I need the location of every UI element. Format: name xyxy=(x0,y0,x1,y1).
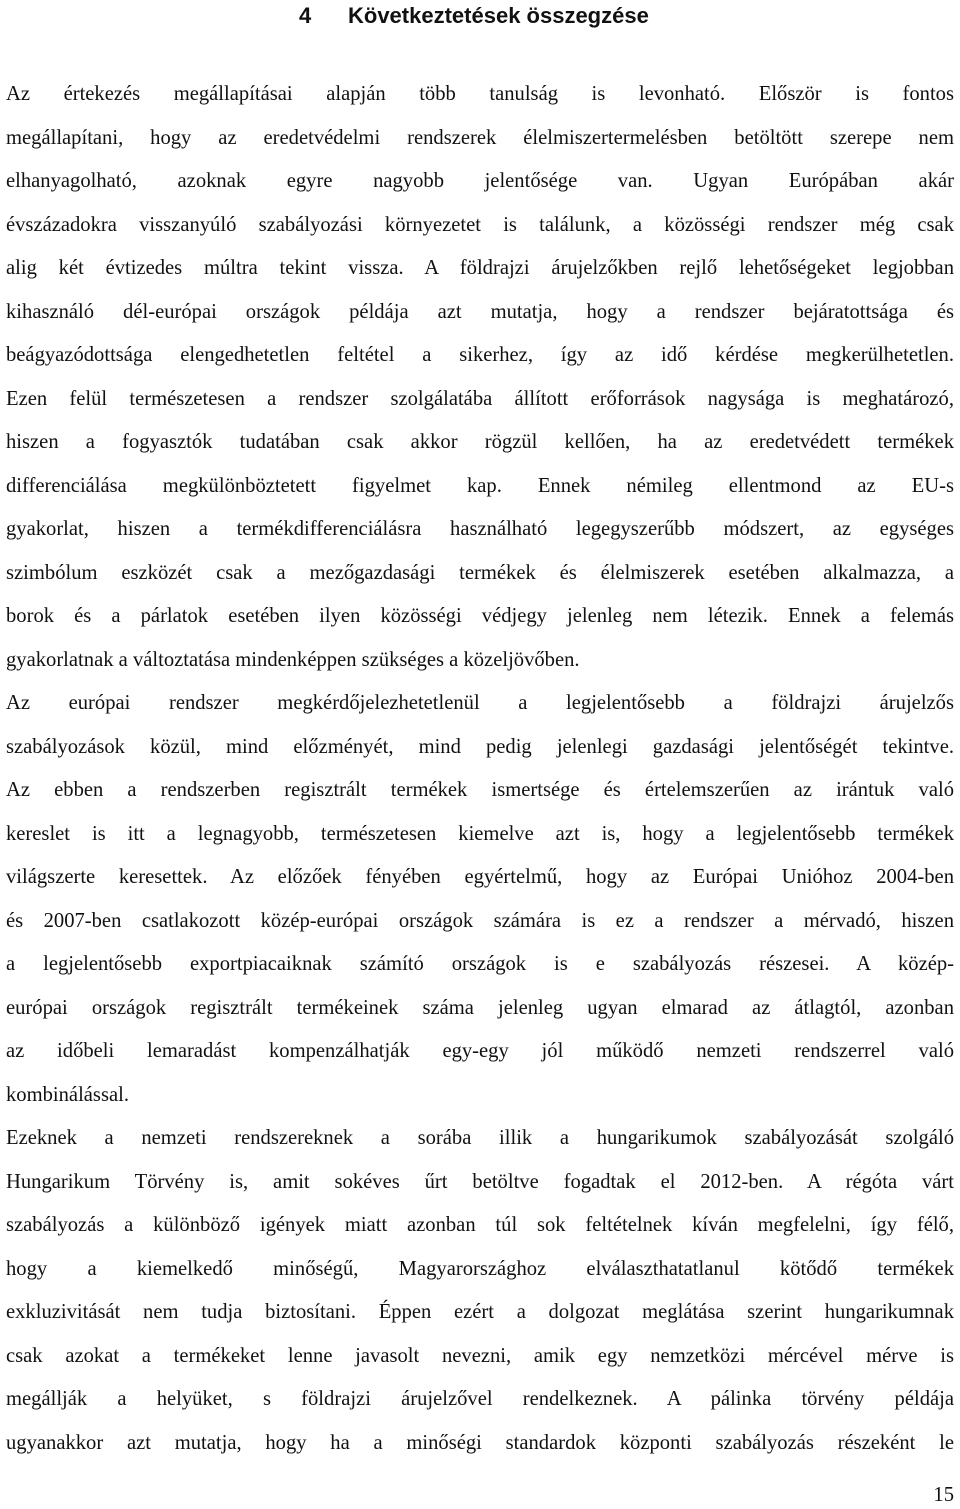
text-line: gyakorlatnak a változtatása mindenképpen szükséges a közeljövőben. xyxy=(6,648,580,671)
text-line: csak azokat a termékeket lenne javasolt nevezni, amik egy nemzetközi mércével mérve is xyxy=(6,1344,954,1367)
text-line: világszerte keresettek. Az előzőek fényében egyértelmű, hogy az Európai Unióhoz 2004-ben xyxy=(6,866,954,888)
text-line: kihasználó dél-európai országok példája azt mutatja, hogy a rendszer bejáratottsága és xyxy=(6,300,954,323)
text-line: Az ebben a rendszerben regisztrált termékek ismertsége és értelemszerűen az irántuk való xyxy=(6,779,954,801)
paragraph-3 xyxy=(6,1117,954,1465)
text-line: megállapítani, hogy az eredetvédelmi rendszerek élelmiszertermelésben betöltött szerepe nem xyxy=(6,126,954,149)
text-line: exkluzivitását nem tudja biztosítani. Éppen ezért a dolgozat meglátása szerint hungarikumnak xyxy=(6,1301,954,1323)
text-line: Ezeknek a nemzeti rendszereknek a sorába illik a hungarikumok szabályozását szolgáló xyxy=(6,1127,954,1149)
text-line: gyakorlat, hiszen a termékdifferenciálásra használható legegyszerűbb módszert, az egységes xyxy=(6,518,954,540)
paragraph-2 xyxy=(6,682,954,1117)
text-line: Ezen felül természetesen a rendszer szolgálatába állított erőforrások nagysága is meghatározó, xyxy=(6,387,954,410)
text-line: európai országok regisztrált termékeinek száma jelenleg ugyan elmarad az átlagtól, azonban xyxy=(6,996,954,1019)
text-line: elhanyagolható, azoknak egyre nagyobb jelentősége van. Ugyan Európában akár xyxy=(6,170,954,192)
text-line: hogy a kiemelkedő minőségű, Magyarországhoz elválaszthatatlanul kötődő termékek xyxy=(6,1257,954,1280)
text-line: beágyazódottsága elengedhetetlen feltétel a sikerhez, így az idő kérdése megkerülhetetlen. xyxy=(6,344,954,366)
text-line: hiszen a fogyasztók tudatában csak akkor rögzül kellően, ha az eredetvédett termékek xyxy=(6,431,954,453)
section-title: Következtetések összegzése xyxy=(348,3,649,28)
text-line: Az értekezés megállapításai alapján több tanulság is levonható. Először is fontos xyxy=(6,83,954,105)
text-line: kombinálással. xyxy=(6,1083,129,1106)
body-text xyxy=(6,73,954,1465)
text-line: szabályozások közül, mind előzményét, mind pedig jelenlegi gazdasági jelentőségét tekintve. xyxy=(6,735,954,758)
text-line: az időbeli lemaradást kompenzálhatják egy-egy jól működő nemzeti rendszerrel való xyxy=(6,1040,954,1062)
text-line: évszázadokra visszanyúló szabályozási környezetet is találunk, a közösségi rendszer még csak xyxy=(6,213,954,236)
text-line: szimbólum eszközét csak a mezőgazdasági termékek és élelmiszerek esetében alkalmazza, a xyxy=(6,561,954,584)
section-number: 4 xyxy=(299,3,312,28)
text-line: megállják a helyüket, s földrajzi árujelzővel rendelkeznek. A pálinka törvény példája xyxy=(6,1388,954,1410)
text-line: Hungarikum Törvény is, amit sokéves űrt betöltve fogadtak el 2012-ben. A régóta várt xyxy=(6,1170,954,1193)
page-number: 15 xyxy=(933,1484,954,1506)
text-line: és 2007-ben csatlakozott közép-európai országok számára is ez a rendszer a mérvadó, hiszen xyxy=(6,909,954,932)
text-line: ugyanakkor azt mutatja, hogy ha a minőségi standardok központi szabályozás részeként le xyxy=(6,1431,954,1454)
text-line: szabályozás a különböző igények miatt azonban túl sok feltételnek kíván megfelelni, így félő, xyxy=(6,1214,954,1236)
section-heading xyxy=(0,0,960,32)
text-line: differenciálása megkülönböztetett figyelmet kap. Ennek némileg ellentmond az EU-s xyxy=(6,474,954,497)
paragraph-1 xyxy=(6,73,954,682)
text-line: Az európai rendszer megkérdőjelezhetetlenül a legjelentősebb a földrajzi árujelzős xyxy=(6,692,954,714)
text-line: alig két évtizedes múltra tekint vissza. A földrajzi árujelzőkben rejlő lehetőségeket legjobban xyxy=(6,257,954,279)
text-line: borok és a párlatok esetében ilyen közösségi védjegy jelenleg nem létezik. Ennek a felemás xyxy=(6,605,954,627)
text-line: kereslet is itt a legnagyobb, természetesen kiemelve azt is, hogy a legjelentősebb termékek xyxy=(6,822,954,845)
text-line: a legjelentősebb exportpiacaiknak számító országok is e szabályozás részesei. A közép- xyxy=(6,953,954,975)
